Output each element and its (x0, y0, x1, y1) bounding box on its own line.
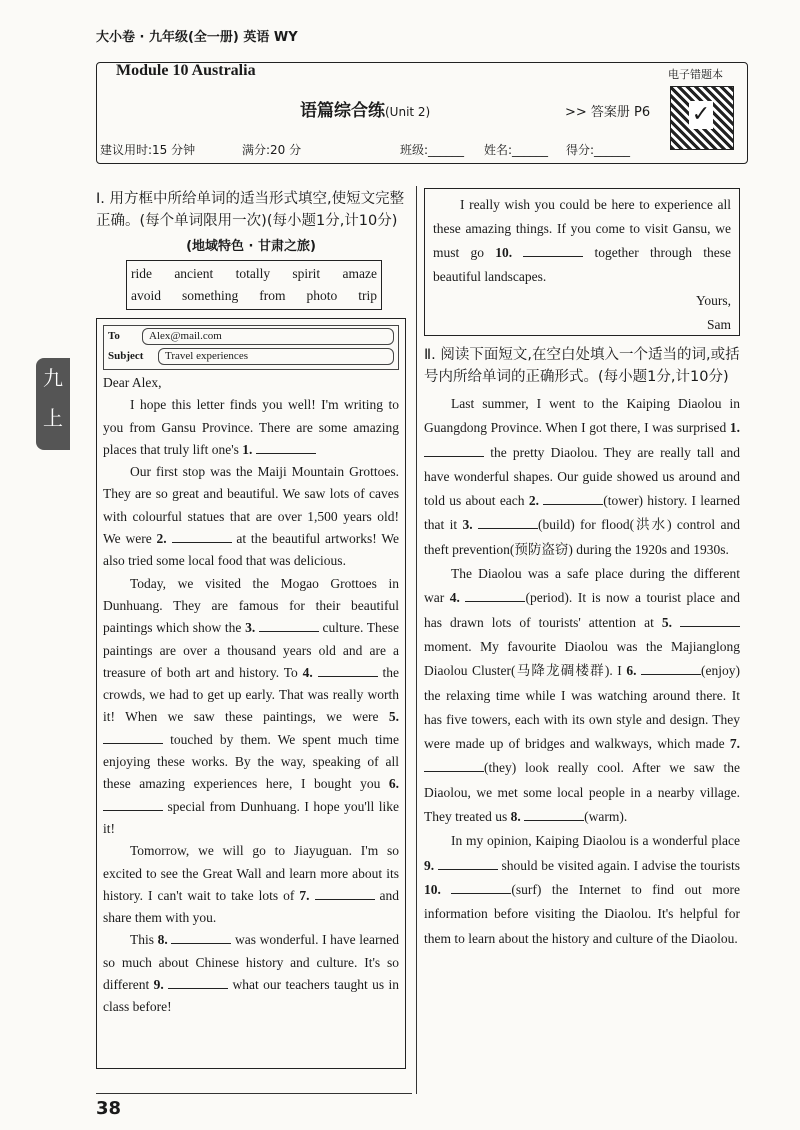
passage-paragraph (424, 392, 740, 562)
text-span: together through these beautiful landscapes. (433, 245, 731, 284)
to-label: To (108, 330, 120, 342)
signature: Sam (706, 317, 731, 332)
text-span: culture. These paintings are over a thousand years old and are a treasure of both art and history. To (103, 620, 399, 680)
text-span: (period). It is now a tourist place and has drawn lots of tourists' attention at (424, 590, 741, 630)
closing: Yours, (695, 293, 731, 308)
text-span: (warm). (584, 809, 628, 825)
blank-number: 3. (462, 517, 473, 533)
side-tab-char: 九 (43, 366, 63, 390)
letter-paragraph (433, 193, 731, 289)
suggested-time: 建议用时:15 分钟 (100, 143, 196, 157)
section-two-instruction: Ⅱ. 阅读下面短文,在空白处填入一个适当的词,或括号内所给单词的正确形式。(每小题1分,计10分) (424, 347, 740, 385)
answer-blank[interactable] (315, 887, 375, 900)
blank-number: 10. (495, 245, 513, 260)
page-number: 38 (96, 1098, 122, 1119)
full-score: 满分:20 分 (242, 143, 302, 157)
text-span: This (130, 932, 158, 948)
answer-blank[interactable] (523, 244, 583, 257)
answer-blank[interactable] (680, 614, 740, 627)
book-series: 大小卷 · 九年级(全一册) 英语 WY (96, 30, 298, 45)
blank-number: 1. (729, 420, 740, 436)
letter-paragraph (103, 840, 399, 929)
text-span: and share them with you. (103, 887, 400, 926)
text-span: moment. My favourite Diaolou was the Majianglong Diaolou Cluster(马降龙碉楼群). I (424, 638, 740, 679)
blank-number: 5. (388, 709, 399, 725)
answer-blank[interactable] (438, 857, 498, 870)
blank-number: 6. (626, 663, 637, 679)
word-bank (126, 260, 382, 310)
letter-paragraph (103, 394, 399, 461)
name-field: 姓名:______ (484, 143, 549, 157)
answer-blank[interactable] (478, 516, 538, 529)
answer-blank[interactable] (168, 976, 228, 989)
text-span: Today, we visited the Mogao Grottoes in Dunhuang. They are famous for their beautiful paintings which show the (103, 575, 399, 636)
answer-blank[interactable] (171, 931, 231, 944)
qr-label: 电子错题本 (668, 68, 723, 81)
word-bank-item: ancient (174, 266, 214, 281)
text-span: at the beautiful artworks! We also tried some local food that was delicious. (103, 531, 399, 569)
text-span: (surf) the Internet to find out more information before visiting the Diaolou. It's helpful for them to learn about the history and culture of the Diaolou. (424, 881, 740, 946)
text-span: should be visited again. I advise the tourists (497, 857, 740, 873)
column-divider (416, 186, 417, 1094)
module-title: Module 10 Australia (116, 62, 256, 79)
answer-blank[interactable] (318, 664, 378, 677)
word-bank-item: from (259, 288, 286, 303)
check-icon: ✓ (689, 101, 713, 129)
answer-blank[interactable] (641, 662, 701, 675)
answer-blank[interactable] (524, 808, 584, 821)
word-bank-item: spirit (292, 266, 321, 281)
answer-blank[interactable] (103, 731, 163, 744)
letter-paragraph (103, 461, 399, 572)
blank-number: 8. (510, 809, 521, 825)
passage-paragraph (424, 562, 740, 829)
blank-number: 6. (388, 776, 399, 792)
text-span: I really wish you could be here to experience all these amazing things. If you come to visit Gansu, we must go (433, 197, 731, 260)
title-text: 语篇综合练 (300, 101, 385, 121)
text-span: (tower) history. I learned that it (424, 493, 741, 533)
letter-paragraph (103, 573, 399, 841)
grade-side-tab (36, 358, 70, 450)
blank-number: 10. (424, 881, 441, 897)
text-span: Last summer, I went to the Kaiping Diaolou in Guangdong Province. When I got there, I was surprised (424, 396, 740, 436)
text-span: special from Dunhuang. I hope you'll like it! (103, 798, 399, 836)
bottom-rule (96, 1093, 412, 1094)
blank-number: 1. (242, 441, 253, 457)
text-span: the crowds, we had to get up early. That was really worth it! When we saw these paintings, we were (103, 664, 399, 725)
greeting: Dear Alex, (103, 375, 162, 390)
blank-number: 4. (302, 664, 313, 680)
text-span: Tomorrow, we will go to Jiayuguan. I'm so excited to see the Great Wall and learn more about its history. I can't wait to take lots of (103, 843, 399, 903)
email-letter (96, 318, 406, 1069)
blank-number: 7. (729, 736, 740, 752)
word-bank-item: ride (131, 266, 152, 281)
qr-code-icon[interactable] (670, 86, 734, 150)
side-tab-char: 上 (43, 406, 63, 430)
email-header (103, 325, 399, 370)
text-span: I hope this letter finds you well! I'm writing to you from Gansu Province. There are some amazing places that truly lift one's (103, 397, 399, 457)
answer-blank[interactable] (172, 530, 232, 543)
blank-number: 5. (661, 614, 672, 630)
passage-paragraph (424, 829, 740, 950)
blank-number: 7. (299, 887, 310, 903)
section-two-column (424, 188, 740, 951)
class-field: 班级:______ (400, 143, 465, 157)
text-span: (build) for flood(洪水) control and theft prevention(预防盗窃) during the 1920s and 1930s. (424, 517, 741, 557)
text-span: what our teachers taught us in class before! (103, 977, 400, 1015)
score-field: 得分:______ (566, 143, 631, 157)
word-bank-item: photo (306, 288, 338, 303)
answer-blank[interactable] (424, 759, 484, 772)
section-one-subtitle: (地域特色 · 甘肃之旅) (186, 239, 316, 254)
word-bank-item: totally (235, 266, 271, 281)
to-field: Alex@mail.com (142, 328, 394, 345)
section-one-instruction: Ⅰ. 用方框中所给单词的适当形式填空,使短文完整正确。(每个单词限用一次)(每小题1分,计10分) (96, 191, 405, 229)
answer-blank[interactable] (543, 492, 603, 505)
answer-blank[interactable] (451, 881, 511, 894)
blank-number: 4. (449, 590, 460, 606)
blank-number: 9. (153, 977, 164, 993)
text-span: the pretty Diaolou. They are really tall and have wonderful shapes. Our guide showed us around and told us about each (424, 444, 740, 509)
text-span: The Diaolou was a safe place during the different war (424, 566, 740, 606)
word-bank-item: avoid (131, 288, 161, 303)
text-span: (they) look really cool. After we saw the Diaolou, we met some local people in a nearby village. They treated us (424, 760, 740, 825)
letter-paragraph (103, 929, 399, 1018)
section-one (96, 188, 406, 1069)
text-span: touched by them. We spent much time enjoying these works. By the way, speaking of all these amazing experiences here, I bought you (103, 731, 399, 792)
answer-blank[interactable] (424, 444, 484, 457)
unit-label: (Unit 2) (385, 105, 431, 119)
answer-blank[interactable] (256, 441, 316, 454)
blank-number: 2. (528, 493, 539, 509)
answer-reference: >> 答案册 P6 (565, 105, 651, 120)
answer-blank[interactable] (103, 798, 163, 811)
subject-label: Subject (108, 350, 144, 362)
text-span: In my opinion, Kaiping Diaolou is a wonderful place (451, 833, 740, 849)
text-span: (enjoy) the relaxing time while I was watching around there. It has five towers, each with its own style and design. They were made up of bridges and walkways, which made (424, 663, 740, 752)
word-bank-item: trip (358, 288, 377, 303)
subject-field: Travel experiences (158, 348, 394, 365)
blank-number: 8. (157, 932, 168, 948)
reading-passage (424, 392, 740, 951)
answer-blank[interactable] (259, 619, 319, 632)
text-span: Our first stop was the Maiji Mountain Grottoes. They are so great and beautiful. We saw lots of caves with colourful statues that are over 1,500 years old! We were (103, 464, 399, 547)
page-title (300, 96, 430, 121)
letter-ending (424, 188, 740, 336)
blank-number: 3. (245, 620, 256, 636)
word-bank-item: amaze (342, 266, 377, 281)
text-span: was wonderful. I have learned so much about Chinese history and culture. It's so different (103, 932, 399, 993)
answer-blank[interactable] (465, 589, 525, 602)
blank-number: 9. (424, 857, 435, 873)
word-bank-item: something (181, 288, 239, 303)
blank-number: 2. (156, 531, 167, 547)
